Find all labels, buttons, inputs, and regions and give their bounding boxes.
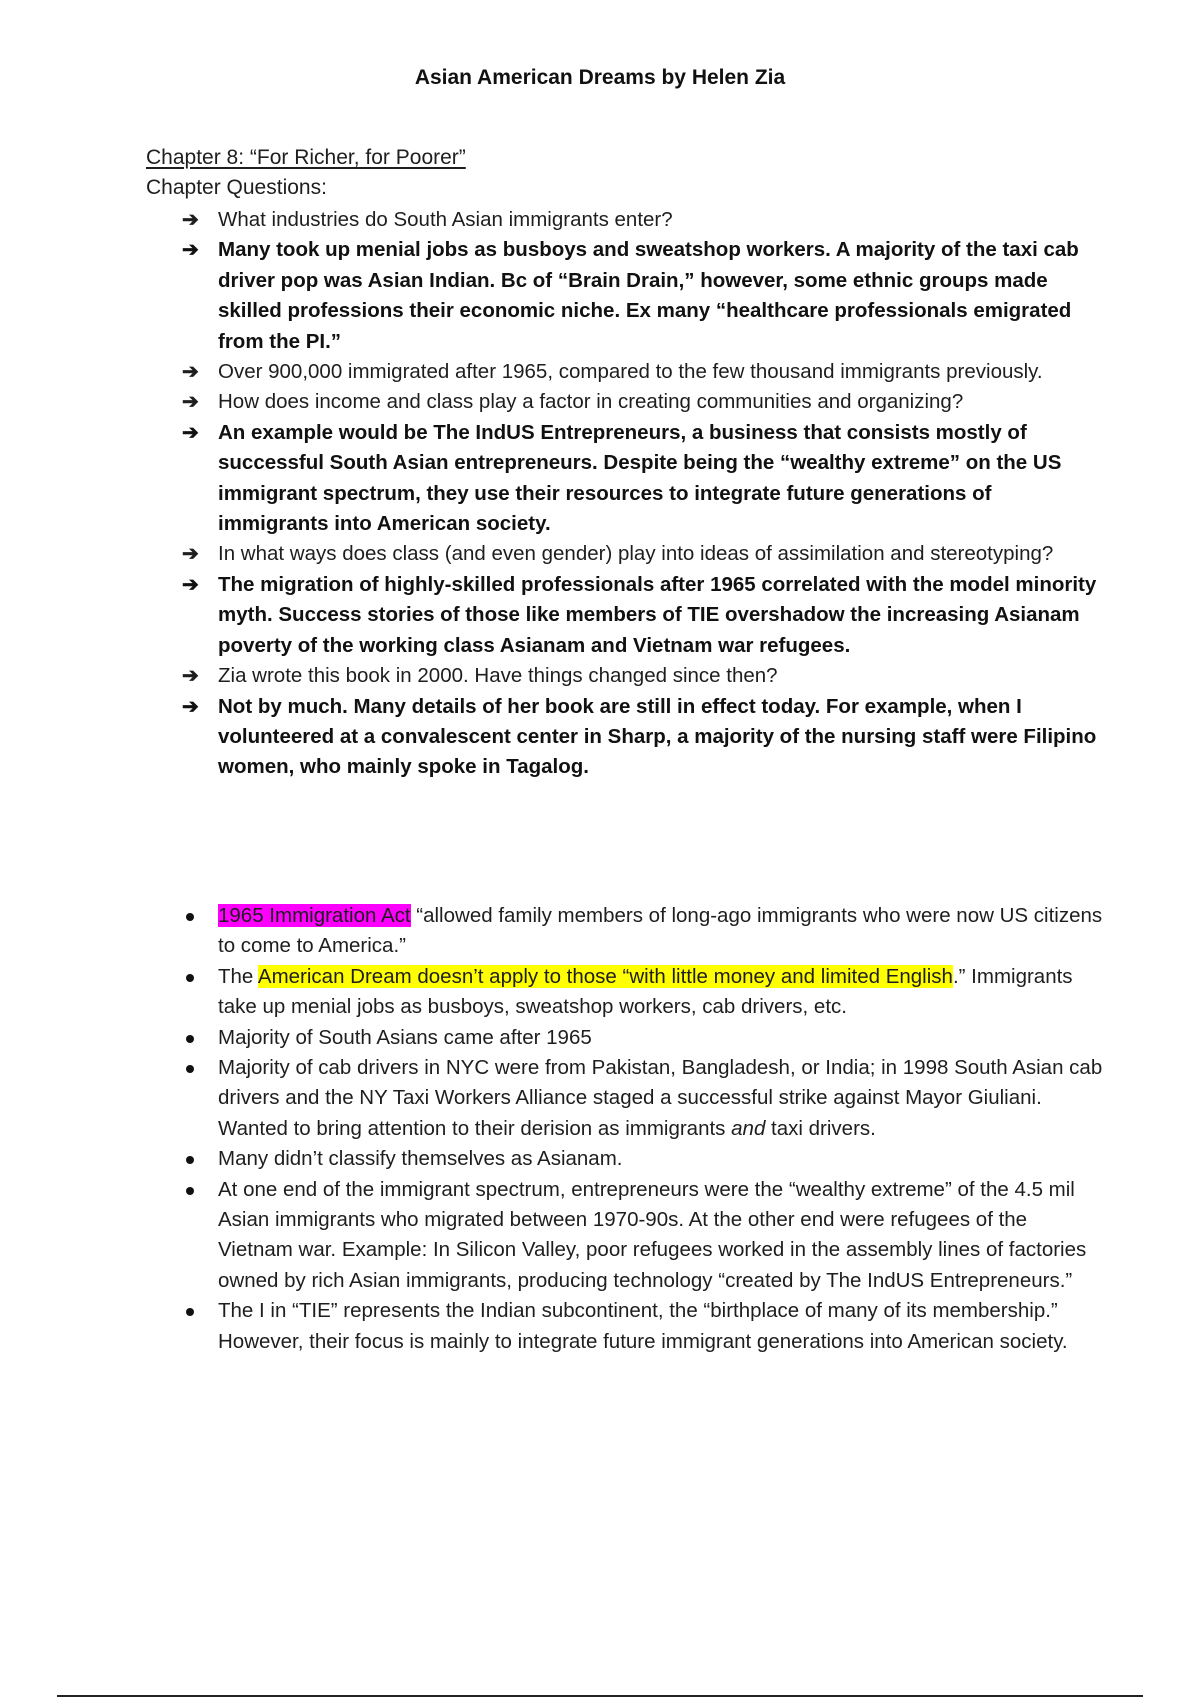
note-text: taxi drivers. [765, 1116, 876, 1140]
question-item [146, 387, 1106, 417]
arrow-bullet-icon: ➔ [182, 665, 199, 688]
note-text: The [218, 964, 258, 988]
question-item [146, 357, 1106, 387]
note-item [146, 1175, 1106, 1297]
note-item [146, 962, 1106, 1023]
bullet-dot-icon [186, 913, 194, 921]
notes-list [146, 901, 1106, 1357]
arrow-bullet-icon: ➔ [182, 391, 199, 414]
answer-item [146, 570, 1106, 661]
question-item [146, 661, 1106, 691]
answer-text: Not by much. Many details of her book are still in effect today. For example, when I volunteered at a convalescent center in Sharp, a majority of the nursing staff were Filipino women, who mainly spoke in Tagalog. [218, 694, 1097, 779]
note-item [146, 901, 1106, 962]
answer-item [146, 418, 1106, 540]
note-item [146, 1053, 1106, 1144]
chapter-questions-list [146, 205, 1106, 783]
answer-text: The migration of highly-skilled professionals after 1965 correlated with the model minority myth. Success stories of those like members of TIE overshadow the increasing Asianam poverty of the working class Asianam and Vietnam war refugees. [218, 572, 1097, 657]
arrow-bullet-icon: ➔ [182, 421, 199, 444]
highlighted-text-yellow: American Dream doesn’t apply to those “with little money and limited English [257, 964, 953, 988]
emphasized-text: and [731, 1116, 766, 1140]
highlighted-text-pink: 1965 Immigration Act [218, 904, 411, 927]
note-text: Majority of South Asians came after 1965 [218, 1025, 592, 1049]
page-bottom-rule [57, 1695, 1143, 1697]
bullet-dot-icon [186, 1065, 194, 1073]
bullet-dot-icon [186, 1035, 194, 1043]
note-item [146, 1296, 1106, 1357]
note-text: .” Immigrants take up menial jobs as busboys, sweatshop workers, cab drivers, etc. [218, 964, 1073, 1019]
answer-text: An example would be The IndUS Entrepreneurs, a business that consists mostly of successful South Asian entrepreneurs. Despite being the “wealthy extreme” on the US immigrant spectrum, they use their resources to integrate future generations of immigrants into American society. [218, 420, 1062, 536]
arrow-bullet-icon: ➔ [182, 209, 199, 231]
chapter-heading: Chapter 8: “For Richer, for Poorer” [146, 146, 466, 169]
note-text: The I in “TIE” represents the Indian subcontinent, the “birthplace of many of its membership.” However, their focus is mainly to integrate future immigrant generations into American society. [218, 1299, 1068, 1353]
page-title: Asian American Dreams by Helen Zia [414, 66, 786, 89]
question-item [146, 539, 1106, 569]
arrow-bullet-icon: ➔ [182, 695, 199, 718]
note-text: At one end of the immigrant spectrum, entrepreneurs were the “wealthy extreme” of the 4.5 mil Asian immigrants who migrated between 1970-90s. At the other end were refugees of the Vietnam war. Example: In Silicon Valley, poor refugees worked in the assembly lines of factories owned by rich Asian immigrants, producing technology “created by The IndUS Entrepreneurs.” [218, 1177, 1087, 1292]
answer-text: Many took up menial jobs as busboys and sweatshop workers. A majority of the taxi cab driver pop was Asian Indian. Bc of “Brain Drain,” however, some ethnic groups made skilled professions their economic niche. Ex many “healthcare professionals emigrated from the PI.” [218, 238, 1079, 353]
bullet-dot-icon [186, 1308, 194, 1316]
arrow-bullet-icon: ➔ [182, 573, 199, 596]
arrow-bullet-icon: ➔ [182, 543, 199, 566]
question-text: What industries do South Asian immigrants enter? [218, 208, 673, 231]
question-text: Zia wrote this book in 2000. Have things changed since then? [218, 664, 778, 688]
answer-item [146, 692, 1106, 783]
arrow-bullet-icon: ➔ [182, 239, 199, 262]
question-item [146, 205, 1106, 235]
note-text: Majority of cab drivers in NYC were from Pakistan, Bangladesh, or India; in 1998 South Asian cab drivers and the NY Taxi Workers Alliance staged a successful strike against Mayor Giuliani. Wanted to bring attention to their derision as immigrants [218, 1056, 1103, 1140]
arrow-bullet-icon: ➔ [182, 361, 199, 384]
question-text: In what ways does class (and even gender) play into ideas of assimilation and stereotyping? [218, 542, 1054, 566]
chapter-questions-label: Chapter Questions: [146, 176, 327, 199]
note-text: Many didn’t classify themselves as Asianam. [218, 1147, 623, 1171]
bullet-dot-icon [186, 1156, 194, 1164]
answer-item [146, 235, 1106, 357]
question-text: Over 900,000 immigrated after 1965, compared to the few thousand immigrants previously. [218, 360, 1043, 384]
question-text: How does income and class play a factor in creating communities and organizing? [218, 390, 964, 414]
bullet-dot-icon [186, 974, 194, 982]
bullet-dot-icon [186, 1187, 194, 1195]
note-text: “allowed family members of long-ago immigrants who were now US citizens to come to America.” [218, 904, 1103, 958]
note-item [146, 1023, 1106, 1053]
note-item [146, 1144, 1106, 1174]
